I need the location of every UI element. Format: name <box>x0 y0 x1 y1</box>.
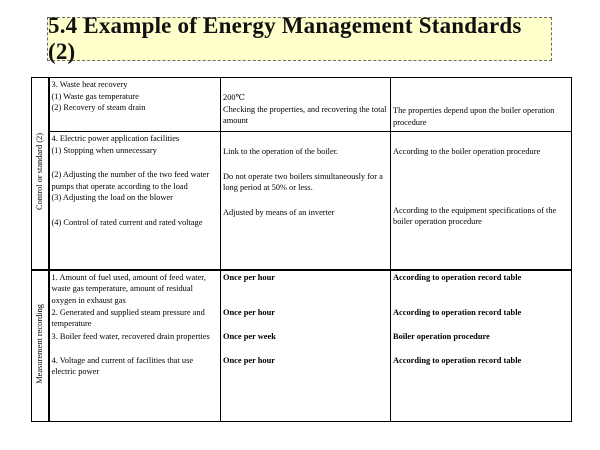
title-banner <box>47 13 552 64</box>
row-heading: 3. Waste heat recovery <box>51 80 128 89</box>
frequency-text: Once per hour <box>223 355 275 365</box>
value-text: Adjusted by means of an inverter <box>223 207 335 217</box>
section-label: Measurement recording <box>34 304 44 384</box>
cell-item <box>49 270 221 422</box>
row-item: (3) Adjusting the load on the blower <box>51 193 173 203</box>
cell-item <box>49 78 221 132</box>
reference-text: According to operation record table <box>393 307 522 317</box>
page-title: 5.4 Example of Energy Management Standards (2) <box>48 13 522 64</box>
reference-text: According to operation record table <box>393 272 522 282</box>
row-item: 1. Amount of fuel used, amount of feed water, waste gas temperature, amount of residual oxygen in exhaust gas <box>51 272 206 305</box>
reference-text: According to operation record table <box>393 355 522 365</box>
table-row <box>32 270 572 422</box>
section-control <box>32 78 49 270</box>
note-text: The properties depend upon the boiler operation procedure <box>393 106 555 127</box>
cell-note <box>391 78 572 132</box>
table-row <box>32 78 572 132</box>
row-item: (1) Stopping when unnecessary <box>51 145 157 155</box>
section-label: Control or standard (2) <box>34 132 44 210</box>
value-text: 200℃ <box>223 93 245 102</box>
value-text: Link to the operation of the boiler. <box>223 147 339 156</box>
row-item: 4. Voltage and current of facilities that use electric power <box>51 355 194 377</box>
frequency-text: Once per hour <box>223 307 275 317</box>
cell-value <box>221 78 391 132</box>
standards-table <box>31 77 572 422</box>
reference-text: Boiler operation procedure <box>393 331 490 341</box>
cell-value <box>221 132 391 270</box>
value-text: Do not operate two boilers simultaneously for a long period at 50% or less. <box>223 171 383 193</box>
row-heading: 4. Electric power application facilities <box>51 134 180 143</box>
row-item: (2) Adjusting the number of the two feed water pumps that operate according to the load <box>51 170 210 191</box>
cell-reference <box>391 270 572 422</box>
cell-item <box>49 132 221 270</box>
note-text: According to the boiler operation procedure <box>393 147 541 156</box>
row-item: (2) Recovery of steam drain <box>51 103 146 113</box>
row-item: (1) Waste gas temperature <box>51 91 139 101</box>
frequency-text: Once per hour <box>223 272 275 282</box>
cell-frequency <box>221 270 391 422</box>
row-item: 2. Generated and supplied steam pressure and temperature <box>51 307 205 329</box>
frequency-text: Once per week <box>223 331 276 341</box>
section-measurement <box>32 270 49 422</box>
row-item: 3. Boiler feed water, recovered drain properties <box>51 331 210 341</box>
row-item: (4) Control of rated current and rated voltage <box>51 217 203 227</box>
cell-note <box>391 132 572 270</box>
note-text: According to the equipment specifications of the boiler operation procedure <box>393 205 557 227</box>
value-text: Checking the properties, and recovering the total amount <box>223 104 387 126</box>
table-row <box>32 132 572 270</box>
